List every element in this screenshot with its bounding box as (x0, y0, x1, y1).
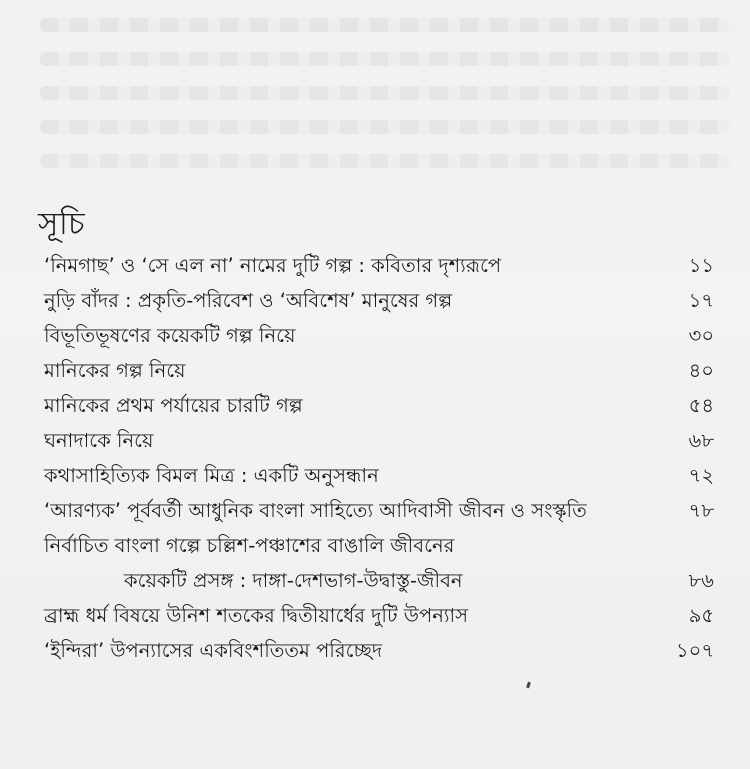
toc-entry-page: ১০৭ (675, 639, 714, 662)
toc-entry-title: কথাসাহিত্যিক বিমল মিত্র : একটি অনুসন্ধান (44, 464, 379, 487)
toc-entry-title-continued: কয়েকটি প্রসঙ্গ : দাঙ্গা-দেশভাগ-উদ্বাস্তু-জীবন (124, 569, 463, 592)
toc-list (44, 248, 714, 668)
toc-entry-page: ১৭ (688, 289, 714, 312)
toc-entry (44, 458, 714, 493)
toc-entry-title: নুড়ি বাঁদর : প্রকৃতি-পরিবেশ ও ‘অবিশেষ’ মানুষের গল্প (44, 289, 453, 312)
toc-entry-page: ৮৬ (688, 569, 714, 592)
toc-entry (44, 633, 714, 668)
toc-entry-page: ৬৮ (688, 429, 714, 452)
ink-mark (526, 682, 531, 689)
toc-entry-title: ‘নিমগাছ’ ও ‘সে এল না’ নামের দুটি গল্প : কবিতার দৃশ্যরূপে (44, 254, 502, 277)
toc-entry-page: ৭২ (688, 464, 714, 487)
toc-entry-page: ৯৫ (688, 604, 714, 627)
toc-entry (44, 423, 714, 458)
toc-entry-title: ‘আরণ্যক’ পূর্ববর্তী আধুনিক বাংলা সাহিত্যে আদিবাসী জীবন ও সংস্কৃতি (44, 499, 587, 522)
toc-entry (44, 283, 714, 318)
show-through-text (40, 120, 730, 134)
toc-entry-page: ৩০ (688, 324, 714, 347)
toc-entry (44, 528, 714, 598)
toc-entry-page: ৭৮ (688, 499, 714, 522)
toc-entry-title: মানিকের গল্প নিয়ে (44, 359, 186, 382)
toc-entry-title: মানিকের প্রথম পর্যায়ের চারটি গল্প (44, 394, 303, 417)
toc-entry (44, 598, 714, 633)
toc-entry (44, 248, 714, 283)
toc-entry (44, 318, 714, 353)
toc-entry-page: ৫৪ (688, 394, 714, 417)
show-through-text (40, 154, 730, 168)
toc-entry-title: বিভূতিভূষণের কয়েকটি গল্প নিয়ে (44, 324, 296, 347)
show-through-text (40, 86, 730, 100)
show-through-text (40, 18, 730, 32)
toc-entry-title: ‘ইন্দিরা’ উপন্যাসের একবিংশতিতম পরিচ্ছেদ (44, 639, 383, 662)
toc-entry-title: ঘনাদাকে নিয়ে (44, 429, 154, 452)
toc-entry-page: ৪০ (688, 359, 714, 382)
toc-entry (44, 353, 714, 388)
toc-entry (44, 388, 714, 423)
toc-entry-title: নির্বাচিত বাংলা গল্পে চল্লিশ-পঞ্চাশের বাঙালি জীবনের (44, 534, 455, 557)
toc-entry-page: ১১ (688, 254, 714, 277)
toc-entry (44, 493, 714, 528)
toc-entry-title: ব্রাহ্ম ধর্ম বিষয়ে উনিশ শতকের দ্বিতীয়ার্ধের দুটি উপন্যাস (44, 604, 469, 627)
toc-heading: সূচি (38, 205, 86, 242)
show-through-text (40, 52, 730, 66)
